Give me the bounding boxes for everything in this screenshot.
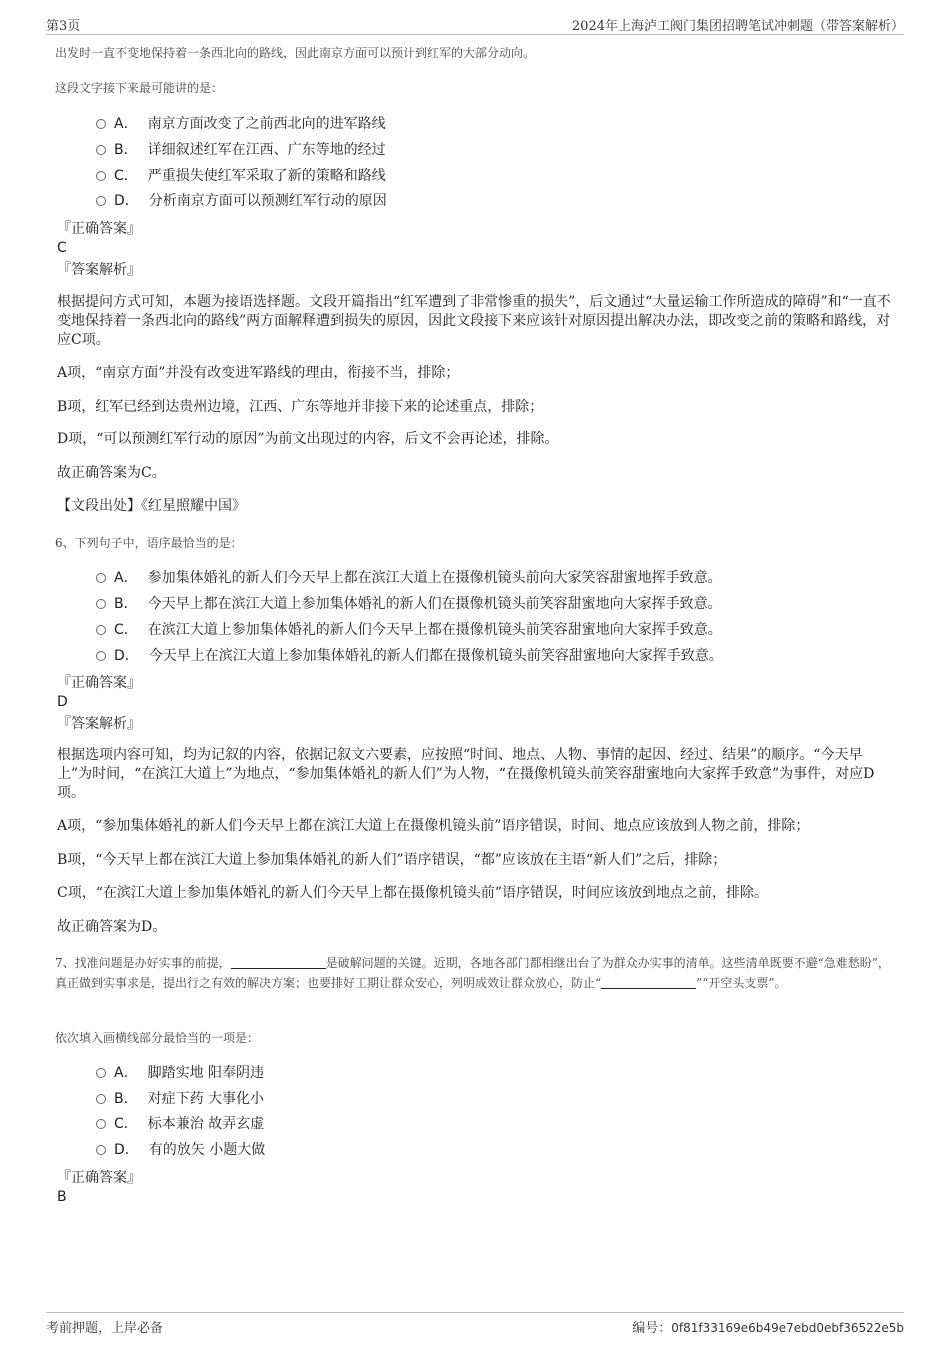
q6-conclusion: 故正确答案为D。 — [57, 919, 167, 935]
radio-icon[interactable] — [96, 599, 106, 609]
page-footer — [46, 1312, 904, 1337]
q6-option-c[interactable]: C． 在滨江大道上参加集体婚礼的新人们今天早上都在摄像机镜头前笑容甜蜜地向大家挥手致意。 — [96, 620, 722, 640]
page-number: 第3页 — [46, 19, 81, 34]
q5-source: 【文段出处】《红星照耀中国》 — [57, 498, 246, 514]
q5-analysis: 根据提问方式可知，本题为接语选择题。文段开篇指出“红军遭到了非常惨重的损失”，后文通过“大量运输工作所造成的障碍”和“一直不变地保持着一条西北向的路线”两方面解释遭到损失的原因，因此文段接下来应该针对原因提出解决办法，即改变之前的策略和路线，对应C项。 — [57, 294, 891, 348]
q5-answer: C — [57, 240, 67, 256]
radio-icon[interactable] — [96, 196, 106, 206]
q6-analysis: 根据选项内容可知，均为记叙的内容，依据记叙文六要素，应按照“时间、地点、人物、事情的起因、经过、结果”的顺序。“今天早上”为时间，“在滨江大道上”为地点，“参加集体婚礼的新人们”为人物，“在摄像机镜头前笑容甜蜜地向大家挥手致意”为事件，对应D项。 — [57, 747, 875, 801]
radio-icon[interactable] — [96, 1145, 106, 1155]
q6-note-a: A项，“参加集体婚礼的新人们今天早上都在滨江大道上在摄像机镜头前”语序错误，时间、地点应该放到人物之前，排除； — [57, 818, 810, 834]
q7-option-a[interactable]: A． 脚踏实地 阳奉阴违 — [96, 1063, 264, 1083]
q7-option-b[interactable]: B． 对症下药 大事化小 — [96, 1089, 264, 1109]
document-title: 2024年上海泸工阀门集团招聘笔试冲刺题（带答案解析） — [571, 19, 904, 34]
q7-answer-label: 『正确答案』 — [57, 1170, 141, 1186]
q5-answer-label: 『正确答案』 — [57, 221, 141, 237]
radio-icon[interactable] — [96, 1094, 106, 1104]
q5-conclusion: 故正确答案为C。 — [57, 465, 166, 481]
q7-answer: B — [57, 1189, 67, 1205]
q6-option-d[interactable]: D． 今天早上在滨江大道上参加集体婚礼的新人们都在摄像机镜头前笑容甜蜜地向大家挥手致意。 — [96, 646, 723, 666]
fill-blank-1[interactable] — [231, 956, 326, 969]
footer-slogan: 考前押题，上岸必备 — [46, 1321, 164, 1336]
q7-option-d[interactable]: D． 有的放矢 小题大做 — [96, 1140, 265, 1160]
radio-icon[interactable] — [96, 573, 106, 583]
radio-icon[interactable] — [96, 145, 106, 155]
q6-option-b[interactable]: B． 今天早上都在滨江大道上参加集体婚礼的新人们在摄像机镜头前笑容甜蜜地向大家挥手致意。 — [96, 594, 722, 614]
q6-option-a[interactable]: A． 参加集体婚礼的新人们今天早上都在滨江大道上在摄像机镜头前向大家笑容甜蜜地挥手致意。 — [96, 568, 722, 588]
intro-question: 这段文字接下来最可能讲的是： — [55, 81, 224, 95]
q6-answer: D — [57, 694, 68, 710]
radio-icon[interactable] — [96, 1068, 106, 1078]
q6-note-b: B项，“今天早上都在滨江大道上参加集体婚礼的新人们”语序错误，“都”应该放在主语“新人们”之后，排除； — [57, 852, 727, 868]
document-code: 编号：0f81f33169e6b49e7ebd0ebf36522e5b — [632, 1321, 904, 1336]
q5-note-a: A项，“南京方面”并没有改变进军路线的理由，衔接不当，排除； — [57, 365, 460, 381]
q5-note-b: B项，红军已经到达贵州边境，江西、广东等地并非接下来的论述重点，排除； — [57, 399, 544, 415]
q5-option-b[interactable]: B． 详细叙述红军在江西、广东等地的经过 — [96, 140, 386, 160]
q7-question: 依次填入画横线部分最恰当的一项是： — [55, 1031, 260, 1045]
radio-icon[interactable] — [96, 625, 106, 635]
q6-note-c: C项，“在滨江大道上参加集体婚礼的新人们今天早上都在摄像机镜头前”语序错误，时间应该放到地点之前，排除。 — [57, 885, 769, 901]
radio-icon[interactable] — [96, 171, 106, 181]
q5-option-c[interactable]: C． 严重损失使红军采取了新的策略和路线 — [96, 166, 386, 186]
q6-answer-label: 『正确答案』 — [57, 675, 141, 691]
q6-stem: 6、下列句子中，语序最恰当的是： — [55, 536, 243, 550]
q5-analysis-label: 『答案解析』 — [57, 262, 141, 278]
q5-option-d[interactable]: D． 分析南京方面可以预测红军行动的原因 — [96, 191, 387, 211]
q7-stem: 7、找准问题是办好实事的前提， 是破解问题的关键。近期，各地各部门都相继出台了为群众办实事的清单。这些清单既要不避“急难愁盼”，真正做到实事求是，提出行之有效的解决方案；也要排好工期让群众安心，列明成效让群众放心，防止“ ”“开空头支票”。 — [55, 956, 890, 990]
q6-analysis-label: 『答案解析』 — [57, 716, 141, 732]
page-header — [46, 12, 904, 35]
fill-blank-2[interactable] — [601, 976, 696, 989]
radio-icon[interactable] — [96, 651, 106, 661]
radio-icon[interactable] — [96, 1119, 106, 1129]
radio-icon[interactable] — [96, 119, 106, 129]
q7-option-c[interactable]: C． 标本兼治 故弄玄虚 — [96, 1114, 264, 1134]
q5-option-a[interactable]: A． 南京方面改变了之前西北向的进军路线 — [96, 114, 386, 134]
intro-text: 出发时一直不变地保持着一条西北向的路线，因此南京方面可以预计到红军的大部分动向。 — [55, 46, 536, 60]
q5-note-d: D项，“可以预测红军行动的原因”为前文出现过的内容，后文不会再论述，排除。 — [57, 431, 559, 447]
